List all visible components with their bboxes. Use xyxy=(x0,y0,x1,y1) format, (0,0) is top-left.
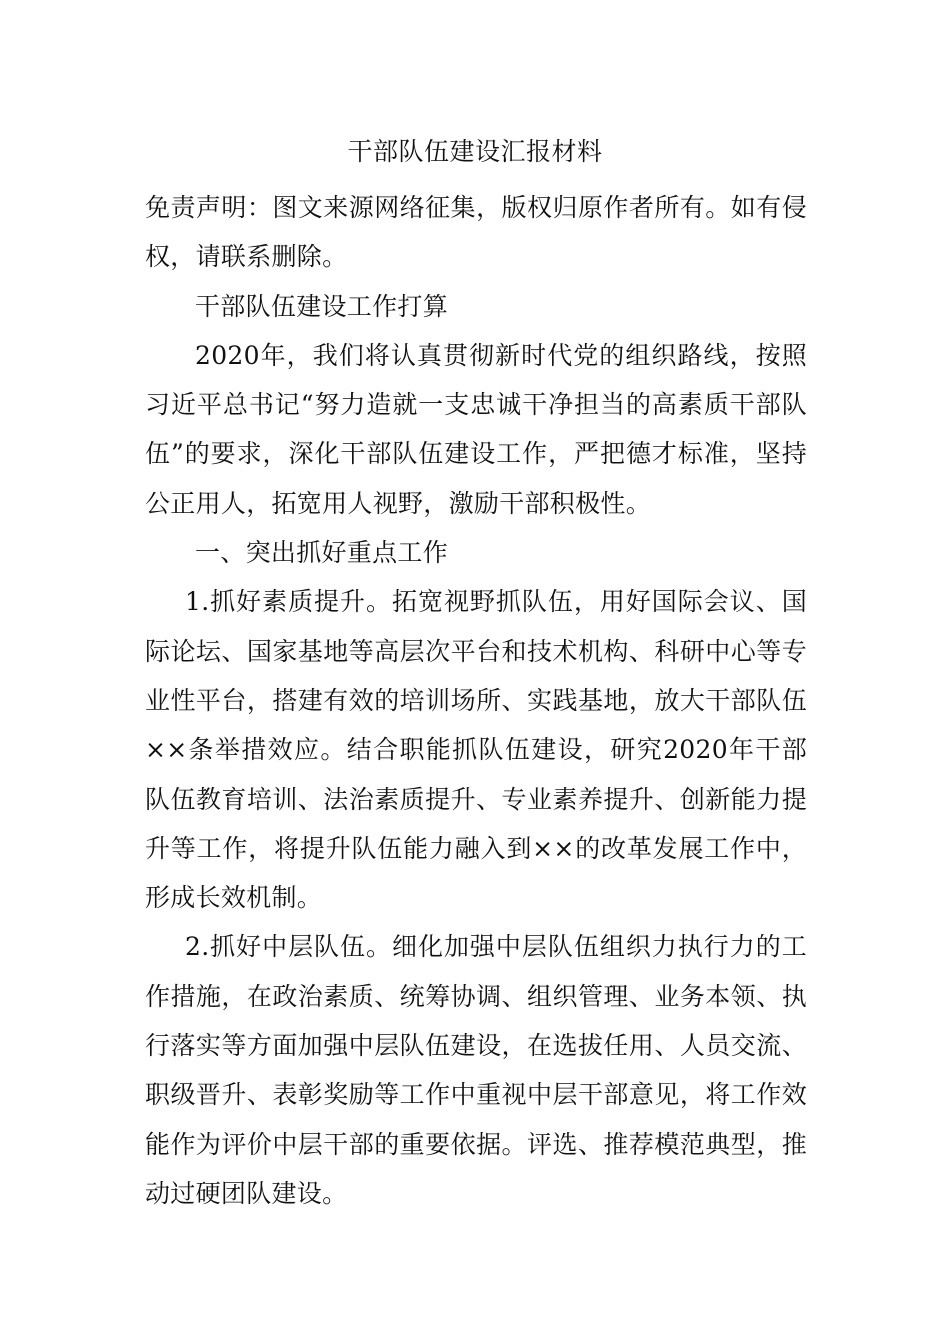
document-title: 干部队伍建设汇报材料 xyxy=(347,137,603,166)
section-heading-plan: 干部队伍建设工作打算 xyxy=(195,291,449,321)
intro-paragraph: 2020年，我们将认真贯彻新时代党的组织路线，按照习近平总书记“努力造就一支忠诚干净担当的高素质干部队伍”的要求，深化干部队伍建设工作，严把德才标准，坚持公正用人，拓宽用人视野，激励干部积极性。 xyxy=(145,340,807,518)
disclaimer-paragraph: 免责声明：图文来源网络征集，版权归原作者所有。如有侵权，请联系删除。 xyxy=(145,193,807,272)
section-heading-key-work: 一、突出抓好重点工作 xyxy=(195,538,449,568)
paragraph-middle-team: 2.抓好中层队伍。细化加强中层队伍组织力执行力的工作措施，在政治素质、统筹协调、组织管理、业务本领、执行落实等方面加强中层队伍建设，在选拔任用、人员交流、职级晋升、表彰奖励等工作中重视中层干部意见，将工作效能作为评价中层干部的重要依据。评选、推荐模范典型，推动过硬团队建设。 xyxy=(145,932,807,1208)
document-body xyxy=(145,183,807,1218)
paragraph-quality-improvement: 1.抓好素质提升。拓宽视野抓队伍，用好国际会议、国际论坛、国家基地等高层次平台和技术机构、科研中心等专业性平台，搭建有效的培训场所、实践基地，放大干部队伍××条举措效应。结合职能抓队伍建设，研究2020年干部队伍教育培训、法治素质提升、专业素养提升、创新能力提升等工作，将提升队伍能力融入到××的改革发展工作中，形成长效机制。 xyxy=(145,587,807,913)
